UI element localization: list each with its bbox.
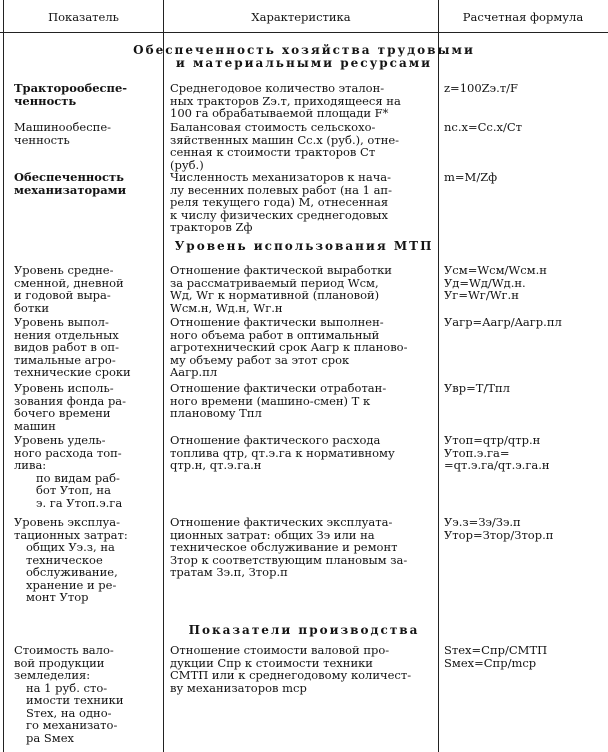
text-line: по видам раб- (36, 470, 120, 485)
text-line: Wд, Wг к нормативной (плановой) (170, 288, 380, 302)
text-line: видов работ в оп- (14, 340, 119, 354)
text-line: зяйственных машин Cс.х (руб.), отне- (170, 132, 400, 147)
text-line: Усм=Wсм/Wсм.н (444, 263, 547, 277)
text-line: к числу физических среднегодовых (170, 207, 388, 222)
text-line: ботки (14, 300, 50, 315)
text-line: на 1 руб. сто- (26, 680, 108, 695)
row-formula-operator-supply (444, 171, 604, 184)
text-line: общих Уэ.з, на (26, 540, 115, 554)
row-formula-tractor-supply (444, 82, 604, 95)
text-line: обслуживание, (26, 565, 118, 579)
text-line: Балансовая стоимость сельскохо- (170, 120, 376, 134)
text-line: техническое обслуживание и ремонт (170, 540, 398, 554)
text-line: земледелия: (14, 668, 91, 682)
text-line: бот Утоп, на (36, 483, 111, 497)
text-line: ного расхода топ- (14, 445, 122, 460)
section-title-line: и материальными ресурсами (175, 56, 433, 70)
text-line: Sмех=Cпр/mср (444, 655, 537, 670)
row-formula-fuel (444, 434, 604, 472)
text-line: Отношение фактического расхода (170, 433, 381, 447)
text-line: Зтор к соответствующим плановым за- (170, 552, 408, 567)
text-line: лу весенних полевых работ (на 1 ап- (170, 182, 392, 197)
row-formula-machine-supply (444, 121, 604, 134)
text-line: Машинообеспе- (14, 120, 112, 134)
text-line: ного времени (машино-смен) T к (170, 393, 371, 408)
header-characteristic: Характеристика (251, 10, 351, 24)
column-divider-1 (163, 0, 164, 752)
row-desc-output-level (170, 264, 432, 314)
section-title-line: Обеспеченность хозяйства трудовыми (133, 43, 475, 57)
row-formula-timely-works (444, 316, 604, 329)
text-line: бочего времени (14, 406, 111, 420)
text-line: Отношение фактических эксплуата- (170, 515, 393, 529)
text-line: Уровень средне- (14, 263, 114, 277)
header-indicator: Показатель (48, 10, 119, 24)
text-line: Уровень исполь- (14, 381, 114, 395)
text-line: Стоимость вало- (14, 643, 114, 657)
text-line: Sтех, на одно- (26, 705, 112, 720)
text-line: Sтех=Cпр/CМТП (444, 643, 548, 657)
text-line: ченность (14, 132, 70, 147)
text-line: Утоп.э.га= (444, 445, 510, 460)
row-desc-timely-works (170, 316, 432, 379)
row-name-fuel (14, 434, 160, 509)
row-desc-fuel (170, 434, 432, 472)
row-name-tractor-supply (14, 82, 160, 107)
table-border-left (3, 0, 4, 752)
text-line: Отношение фактически выполнен- (170, 315, 384, 329)
text-line: зования фонда ра- (14, 393, 127, 408)
text-line: вой продукции (14, 655, 105, 670)
section-title-production: Показатели производства (188, 623, 420, 637)
text-line: го механизато- (26, 718, 118, 732)
text-line: 100 га обрабатываемой площади F* (170, 106, 389, 120)
header-rule (0, 32, 608, 33)
text-line: топлива qтр, qт.э.га к нормативному (170, 445, 395, 460)
row-formula-output-level (444, 264, 604, 302)
row-name-machine-supply (14, 121, 160, 146)
section-title-resources (0, 44, 608, 70)
text-line: за рассматриваемый период Wсм, (170, 275, 379, 290)
row-desc-tractor-supply (170, 82, 432, 120)
text-line: Тракторообеспе- (14, 81, 128, 95)
text-line: Увр=T/Tпл (444, 381, 510, 395)
row-name-operator-supply (14, 171, 160, 196)
text-line: сменной, дневной (14, 275, 124, 290)
text-line: CМТП или к среднегодовому количест- (170, 668, 412, 682)
text-line: механизаторами (14, 182, 127, 197)
row-desc-operator-supply (170, 171, 432, 234)
text-line: Уэ.з=Зэ/Зэ.п (444, 515, 521, 529)
text-line: тационных затрат: (14, 527, 128, 542)
text-line: Утоп=qтр/qтр.н (444, 433, 541, 447)
text-line: ных тракторов Zэ.т, приходящееся на (170, 93, 401, 108)
text-line: Уагр=Aагр/Aагр.пл (444, 315, 562, 329)
text-line: (руб.) (170, 157, 204, 172)
text-line: хранение и ре- (26, 577, 117, 592)
row-desc-operating-costs (170, 516, 432, 579)
row-name-timely-works (14, 316, 160, 379)
text-line: тракторов Zф (170, 220, 253, 234)
text-line: m=M/Zф (444, 170, 498, 184)
text-line: ционных затрат: общих Зэ или на (170, 527, 375, 542)
text-line: Уровень эксплуа- (14, 515, 121, 529)
text-line: ченность (14, 93, 77, 108)
text-line: нения отдельных (14, 327, 119, 342)
text-line: имости техники (26, 693, 124, 707)
row-name-gross-output (14, 644, 160, 744)
text-line: э. га Утоп.э.га (36, 495, 123, 510)
text-line: машин (14, 418, 56, 433)
column-divider-2 (438, 0, 439, 752)
text-line: дукции Cпр к стоимости техники (170, 655, 373, 670)
text-line: =qт.э.га/qт.э.га.н (444, 458, 550, 472)
text-line: Уровень выпол- (14, 315, 109, 329)
text-line: Отношение фактической выработки (170, 263, 392, 277)
text-line: Отношение фактически отработан- (170, 381, 387, 395)
text-line: му объему работ за этот срок (170, 352, 350, 367)
text-line: тратам Зэ.п, Зтор.п (170, 565, 288, 579)
text-line: Уг=Wг/Wг.н (444, 288, 519, 302)
text-line: сенная к стоимости тракторов Cт (170, 145, 376, 159)
header-formula: Расчетная формула (462, 10, 584, 24)
text-line: ра Sмех (26, 730, 74, 745)
text-line: технические сроки (14, 365, 131, 379)
text-line: и годовой выра- (14, 288, 111, 302)
text-line: Обеспеченность (14, 170, 124, 184)
text-line: Утор=Зтор/Зтор.п (444, 527, 554, 542)
text-line: монт Утор (26, 590, 89, 604)
text-line: ного объема работ в оптимальный (170, 327, 380, 342)
row-formula-work-time (444, 382, 604, 395)
text-line: реля текущего года) M, отнесенная (170, 195, 389, 209)
text-line: Wсм.н, Wд.н, Wг.н (170, 300, 283, 315)
row-formula-gross-output (444, 644, 604, 669)
text-line: Отношение стоимости валовой про- (170, 643, 390, 657)
text-line: Aагр.пл (170, 365, 218, 379)
text-line: z=100Zэ.т/F (444, 81, 518, 95)
text-line: Уд=Wд/Wд.н. (444, 275, 526, 290)
row-desc-machine-supply (170, 121, 432, 171)
text-line: тимальные агро- (14, 352, 116, 367)
text-line: ву механизаторов mср (170, 680, 307, 695)
text-line: qтр.н, qт.э.га.н (170, 458, 262, 472)
text-line: nс.х=Cс.х/Cт (444, 120, 523, 134)
row-name-operating-costs (14, 516, 160, 604)
row-name-output-level (14, 264, 160, 314)
text-line: Среднегодовое количество эталон- (170, 81, 385, 95)
text-line: техническое (26, 552, 103, 567)
text-line: агротехнический срок Aагр к планово- (170, 340, 408, 354)
row-formula-operating-costs (444, 516, 604, 541)
row-desc-work-time (170, 382, 432, 420)
section-title-mtp-usage: Уровень использования МТП (174, 239, 434, 253)
text-line: плановому Tпл (170, 406, 262, 420)
text-line: Уровень удель- (14, 433, 106, 447)
row-desc-gross-output (170, 644, 432, 694)
text-line: лива: (14, 458, 47, 472)
text-line: Численность механизаторов к нача- (170, 170, 392, 184)
row-name-work-time (14, 382, 160, 432)
